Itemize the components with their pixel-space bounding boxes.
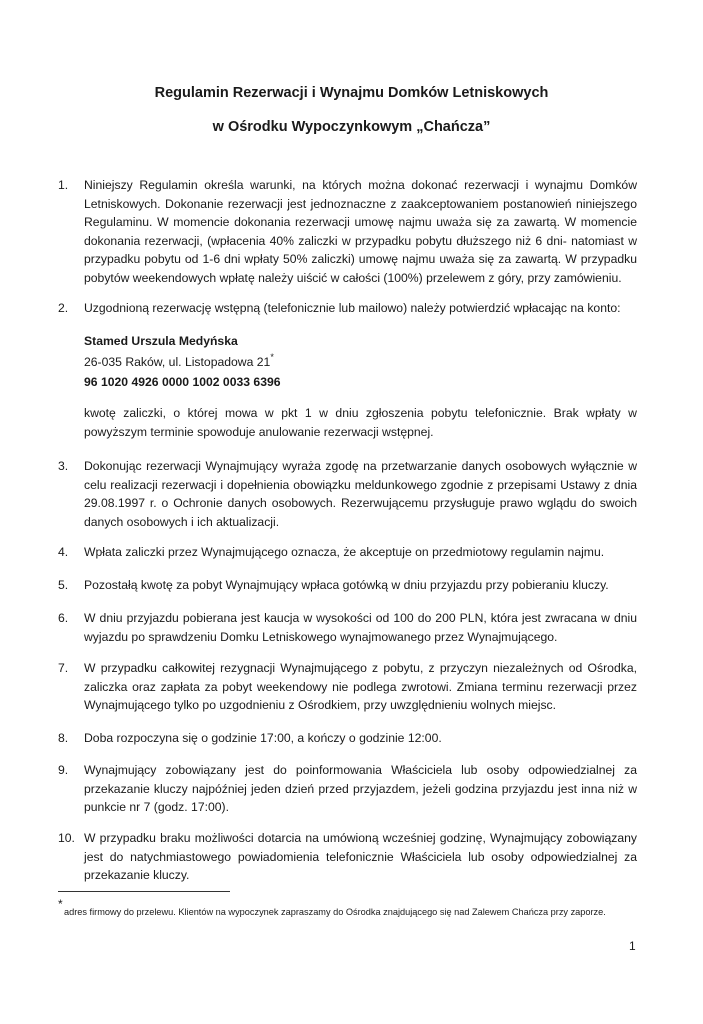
footnote-text: adres firmowy do przelewu. Klientów na wypoczynek zapraszamy do Ośrodka znajdującego się nad Zalewem Chańcza przy zaporze. <box>64 907 606 917</box>
list-item-5 <box>58 576 637 595</box>
document-title: Regulamin Rezerwacji i Wynajmu Domków Letniskowych <box>154 85 549 101</box>
account-number: 96 1020 4926 0000 1002 0033 6396 <box>84 375 281 389</box>
list-item-7 <box>58 659 637 715</box>
item-number: 4. <box>58 545 69 559</box>
footnote-marker: * <box>58 897 63 911</box>
item-number: 5. <box>58 578 69 592</box>
list-item-10 <box>58 829 637 885</box>
item-text: Pozostałą kwotę za pobyt Wynajmujący wpłaca gotówką w dniu przyjazdu przy pobieraniu kluczy. <box>84 578 609 592</box>
footnote-divider <box>58 891 230 892</box>
item-text: W przypadku całkowitej rezygnacji Wynajmującego z pobytu, z przyczyn niezależnych od Ośrodka, zaliczka oraz zapłata za pobyt weekendowy nie podlega zwrotowi. Zmiana terminu rezerwacji przez Wynajmującego tylko po uzgodnieniu z Ośrodkiem, przy uwzględnieniu wolnych miejsc. <box>84 661 637 713</box>
item-text: Dokonując rezerwacji Wynajmujący wyraża zgodę na przetwarzanie danych osobowych wyłącznie w celu realizacji rezerwacji i dopełnienia obowiązku meldunkowego zgodnie z przepisami Ustawy z dnia 29.08.1997 r. o Ochronie danych osobowych. Rezerwującemu przysługuje prawo wglądu do swoich danych osobowych i ich aktualizacji. <box>84 459 637 529</box>
item-number: 7. <box>58 661 69 675</box>
item-number: 1. <box>58 178 69 192</box>
list-item-4 <box>58 543 637 562</box>
list-item-8 <box>58 729 637 748</box>
list-item-2 <box>58 299 637 318</box>
document-subtitle: w Ośrodku Wypoczynkowym „Chańcza” <box>212 119 491 135</box>
account-address-text: 26-035 Raków, ul. Listopadowa 21 <box>84 355 271 369</box>
list-item-1 <box>58 176 637 288</box>
item-text: W przypadku braku możliwości dotarcia na umówioną wcześniej godzinę, Wynajmujący zobowiązany jest do natychmiastowego powiadomienia telefonicznie Właściciela lub osoby odpowiedzialnej za przekazanie kluczy. <box>84 831 637 883</box>
item-number: 6. <box>58 611 69 625</box>
item-number: 2. <box>58 301 69 315</box>
item-text: Wpłata zaliczki przez Wynajmującego oznacza, że akceptuje on przedmiotowy regulamin najmu. <box>84 545 605 559</box>
item-number: 9. <box>58 763 69 777</box>
item-text: Niniejszy Regulamin określa warunki, na których można dokonać rezerwacji i wynajmu Domków Letniskowych. Dokonanie rezerwacji jest jednoznaczne z zaakceptowaniem postanowień niniejszego Regulaminu. W momencie dokonania rezerwacji umowę najmu uważa się za zawartą. W momencie dokonania rezerwacji, (wpłacenia 40% zaliczki w przypadku pobytu dłuższego niż 6 dni- natomiast w przypadku pobytu od 1-6 dni wpłaty 50% zaliczki) umowę najmu uważa się za zawartą. W przypadku pobytów weekendowych wpłatę należy uiścić w całości (100%) przelewem z góry, przy zamówieniu. <box>84 178 637 285</box>
account-address <box>84 353 637 372</box>
item-text: W dniu przyjazdu pobierana jest kaucja w wysokości od 100 do 200 PLN, która jest zwracana w dniu wyjazdu po sprawdzeniu Domku Letniskowego wynajmowanego przez Wynajmującego. <box>84 611 637 644</box>
list-item-6 <box>58 609 637 646</box>
item-text: Doba rozpoczyna się o godzinie 17:00, a kończy o godzinie 12:00. <box>84 731 442 745</box>
footnote-reference: * <box>270 352 274 362</box>
item-number: 3. <box>58 459 69 473</box>
list-item-3 <box>58 457 637 531</box>
list-item-9 <box>58 761 637 817</box>
item-number: 10. <box>58 831 75 845</box>
item-2-continuation: kwotę zaliczki, o której mowa w pkt 1 w dniu zgłoszenia pobytu telefonicznie. Brak wpłaty w powyższym terminie spowoduje anulowanie rezerwacji wstępnej. <box>84 406 637 439</box>
account-name: Stamed Urszula Medyńska <box>84 334 238 348</box>
item-text: Wynajmujący zobowiązany jest do poinformowania Właściciela lub osoby odpowiedzialnej za przekazanie kluczy najpóźniej jeden dzień przed przyjazdem, jeżeli godzina przyjazdu jest inna niż w punkcie nr 7 (godz. 17:00). <box>84 763 637 815</box>
item-number: 8. <box>58 731 69 745</box>
page-number: 1 <box>629 939 636 953</box>
item-text: Uzgodnioną rezerwację wstępną (telefonicznie lub mailowo) należy potwierdzić wpłacając na konto: <box>84 301 621 315</box>
